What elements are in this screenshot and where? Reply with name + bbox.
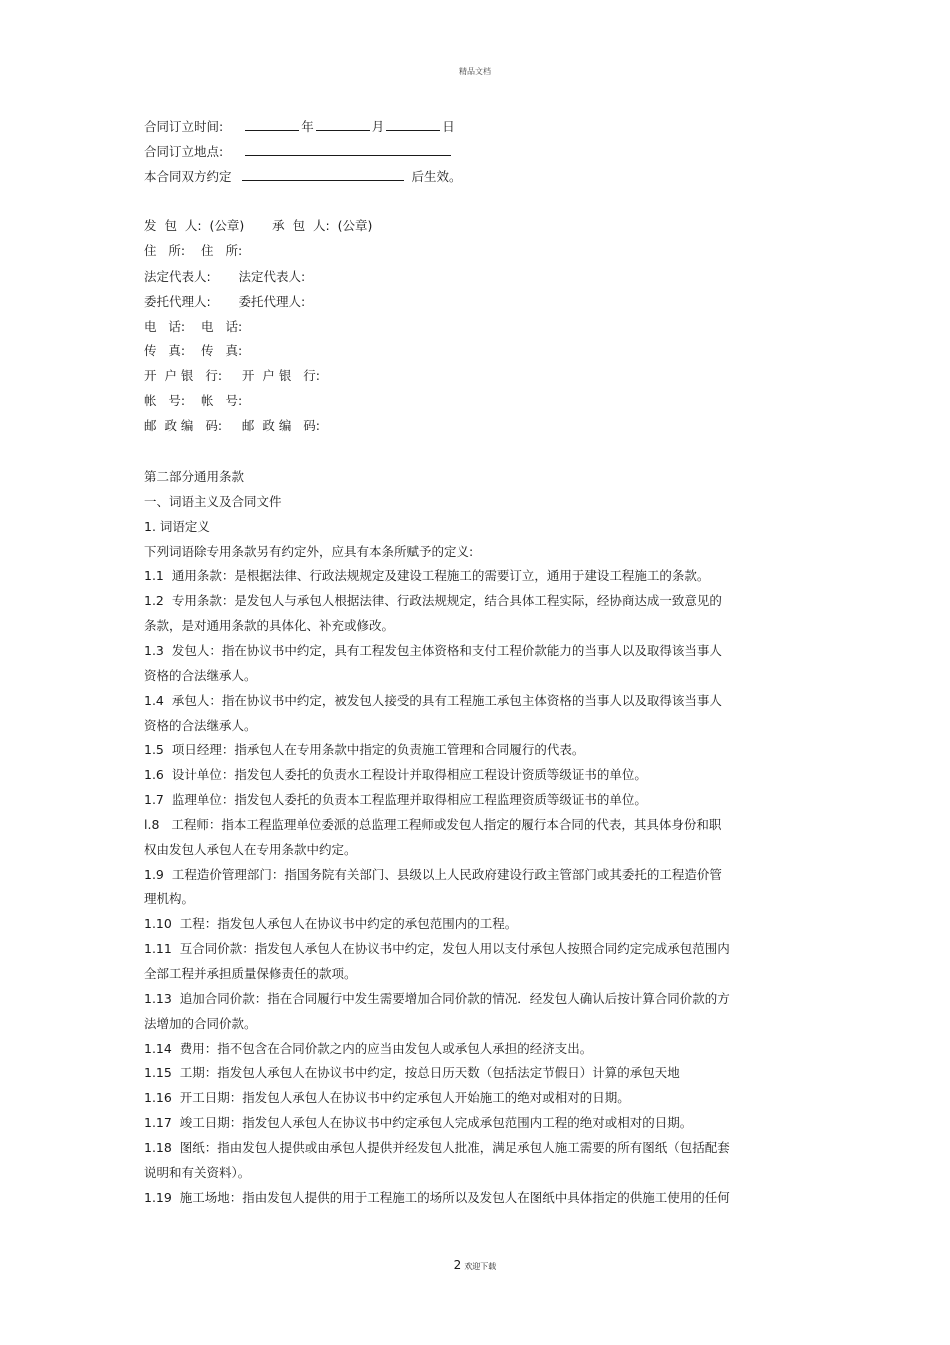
effect-suffix: 后生效。 (411, 169, 462, 184)
clause-line: 1.14 费用：指不包含在合同价款之内的应当由发包人或承包人承担的经济支出。 (144, 1041, 593, 1056)
clause-line: 资格的合法继承人。 (144, 668, 257, 683)
clause-line: 1.18 图纸：指由发包人提供或由承包人提供并经发包人批准，满足承包人施工需要的所有图纸（包括配套 (144, 1140, 730, 1155)
clause-line: 下列词语除专用条款另有约定外，应具有本条所赋予的定义: (144, 544, 474, 559)
clause-line: 1.5 项日经理：指承包人在专用条款中指定的负责施工管理和合同履行的代表。 (144, 742, 585, 757)
month-blank (316, 119, 370, 131)
clause-line: 1.6 设计单位：指发包人委托的负责水工程设计并取得相应工程设计资质等级证书的单位。 (144, 767, 647, 782)
signing-place-label: 合同订立地点: (144, 144, 224, 159)
party-info-line: 开 户 银 行: 开 户 银 行: (144, 368, 320, 383)
clause-line: 1.9 工程造价管理部门：指国务院有关部门、县级以上人民政府建设行政主管部门或其委托的工程造价管 (144, 867, 722, 882)
party-info-line: 电 话: 电 话: (144, 319, 243, 334)
day-blank (386, 119, 440, 131)
clause-line: 全部工程并承担质量保修责任的款项。 (144, 966, 357, 981)
page-footer (0, 1258, 950, 1272)
page-header: 精品文档 (459, 67, 491, 76)
party-info-line: 委托代理人: 委托代理人: (144, 294, 306, 309)
clause-line: 1.2 专用条款：是发包人与承包人根据法律、行政法规规定，结合具体工程实际，经协商达成一致意见的 (144, 593, 722, 608)
day-label: 日 (442, 119, 455, 134)
section-title: 第二部分通用条款 (144, 469, 245, 484)
clause-line: 1.1 通用条款：是根据法律、行政法规规定及建设工程施工的需要订立，通用于建设工程施工的条款。 (144, 568, 710, 583)
clause-line: 1.19 施工场地：指由发包人提供的用于工程施工的场所以及发包人在图纸中具体指定的供施工使用的任何 (144, 1190, 730, 1205)
clause-line: 1.16 开工日期：指发包人承包人在协议书中约定承包人开始施工的绝对或相对的日期。 (144, 1090, 630, 1105)
clause-line: 1.13 追加合同价款：指在合同履行中发生需要增加合同价款的情况．经发包人确认后按计算合同价款的方 (144, 991, 730, 1006)
clause-line: l.8 工程师：指本工程监理单位委派的总监理工程师或发包人指定的履行本合同的代表，其具体身份和职 (144, 817, 722, 832)
footer-text: 欢迎下载 (464, 1262, 497, 1271)
signing-time-line (144, 119, 455, 135)
clause-line: 条款，是对通用条款的具体化、补充或修改。 (144, 618, 395, 633)
clause-line: 理机构。 (144, 891, 195, 906)
clause-line: 资格的合法继承人。 (144, 718, 257, 733)
page-number: 2 (453, 1258, 462, 1272)
clause-line: 说明和有关资料）。 (144, 1165, 251, 1180)
effect-label: 本合同双方约定 (144, 169, 232, 184)
signing-place-line (144, 144, 453, 160)
chapter-heading: 一、词语主义及合同文件 (144, 494, 282, 509)
effect-blank (242, 169, 404, 181)
clause-line: 1.3 发包人：指在协议书中约定，具有工程发包主体资格和支付工程价款能力的当事人以及取得该当事人 (144, 643, 722, 658)
clause-line: 1.17 竣工日期：指发包人承包人在协议书中约定承包人完成承包范围内工程的绝对或相对的日期。 (144, 1115, 693, 1130)
party-info-line: 法定代表人: 法定代表人: (144, 269, 306, 284)
effect-line (144, 169, 462, 185)
clause-line: 1.7 监理单位：指发包人委托的负责本工程监理并取得相应工程监理资质等级证书的单位。 (144, 792, 647, 807)
clause-line: 法增加的合同价款。 (144, 1016, 257, 1031)
place-blank (245, 144, 451, 156)
party-info-line: 帐 号: 帐 号: (144, 393, 243, 408)
year-blank (245, 119, 299, 131)
signing-time-label: 合同订立时间: (144, 119, 224, 134)
clause-line: 1.10 工程：指发包人承包人在协议书中约定的承包范围内的工程。 (144, 916, 518, 931)
clause-line: 1.4 承包人：指在协议书中约定，被发包人接受的具有工程施工承包主体资格的当事人以及取得该当事人 (144, 693, 722, 708)
party-info-line: 邮 政 编 码: 邮 政 编 码: (144, 418, 320, 433)
month-label: 月 (371, 119, 385, 134)
clause-line: 权由发包人承包人在专用条款中约定。 (144, 842, 357, 857)
party-info-line: 住 所: 住 所: (144, 243, 243, 258)
party-info-line: 发 包 人: (公章) 承 包 人: (公章) (144, 218, 373, 233)
clause-line: 1.15 工期：指发包人承包人在协议书中约定，按总日历天数（包括法定节假日）计算的承包天地 (144, 1065, 680, 1080)
clause-line: 1. 词语定义 (144, 519, 210, 534)
clause-line: 1.11 互合同价款：指发包人承包人在协议书中约定，发包人用以支付承包人按照合同约定完成承包范围内 (144, 941, 730, 956)
year-label: 年 (301, 119, 314, 134)
party-info-line: 传 真: 传 真: (144, 343, 243, 358)
